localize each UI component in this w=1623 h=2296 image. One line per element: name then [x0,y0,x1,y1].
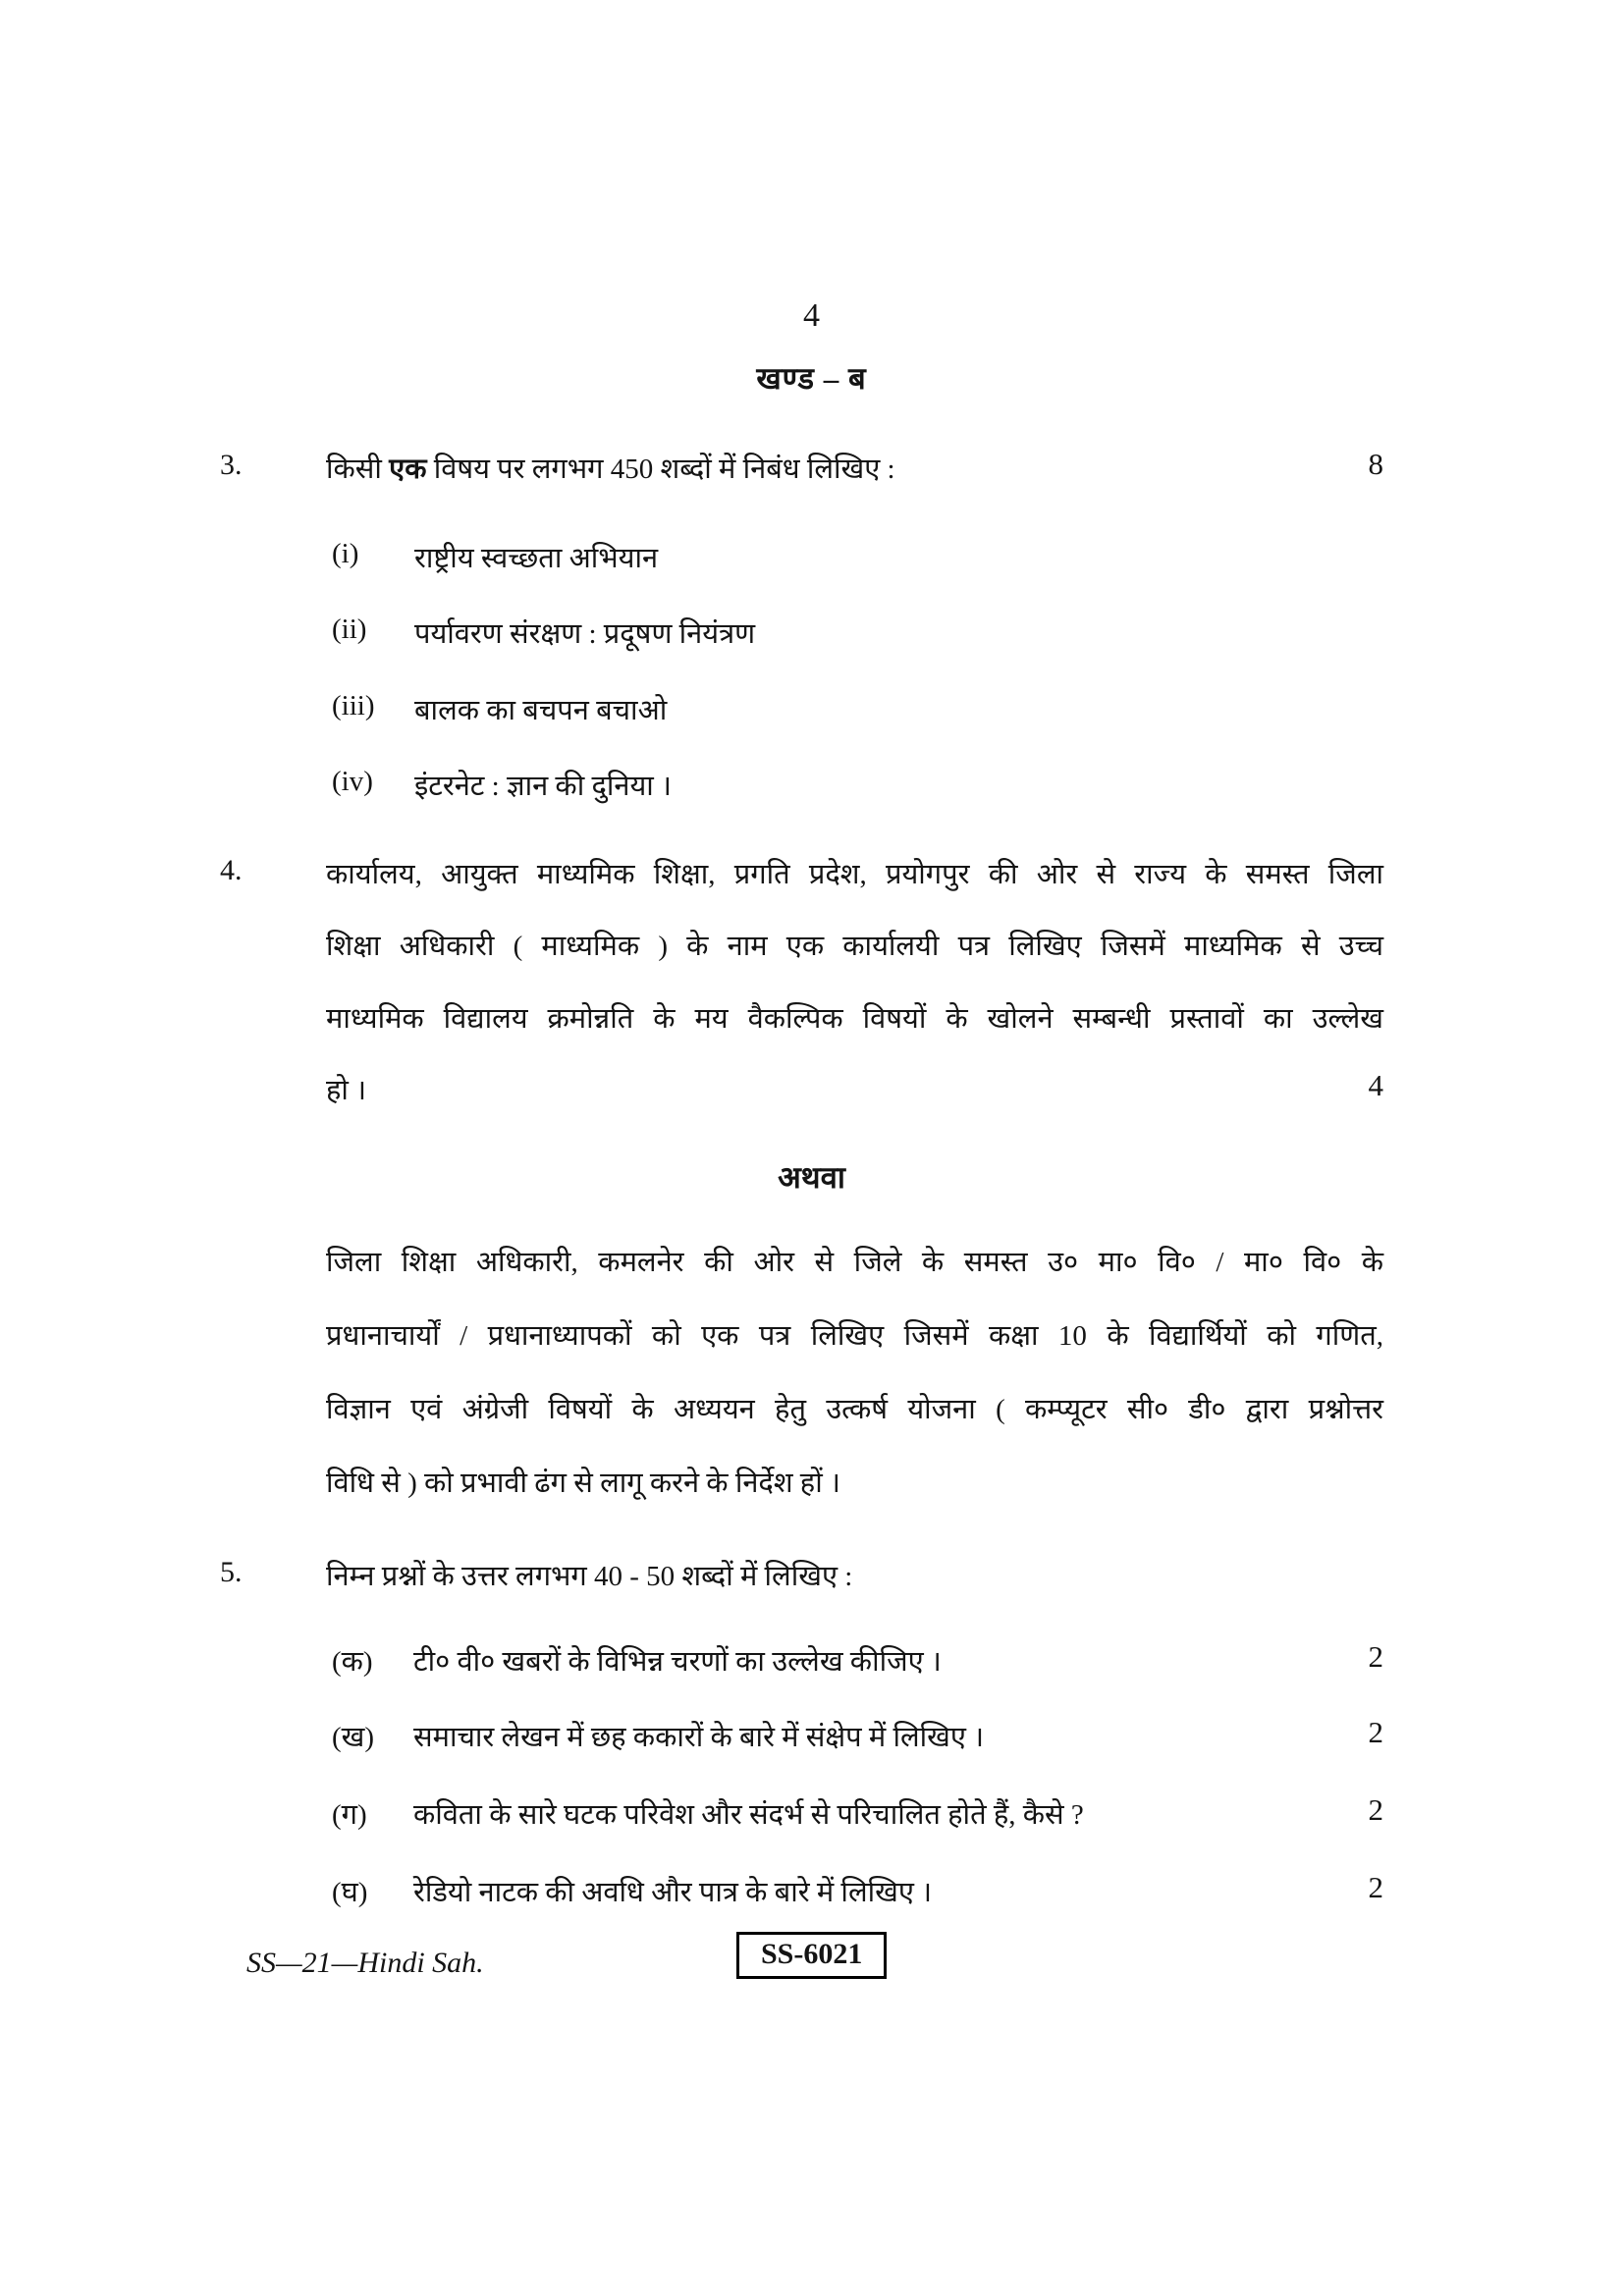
q5-sub-gha-label: (घ) [332,1877,368,1908]
question-4-number: 4. [220,854,243,886]
or-separator: अथवा [778,1160,845,1195]
q4-alt-line-1: जिला शिक्षा अधिकारी, कमलनेर की ओर से जिले के समस्त उ० मा० वि० / मा० वि० के [326,1247,1383,1278]
q3-option-iv-text: इंटरनेट : ज्ञान की दुनिया । [414,771,673,802]
q5-sub-gha-marks: 2 [1368,1870,1383,1904]
footer-paper-code: SS—21—Hindi Sah. [246,1947,484,1979]
q5-sub-kha-label: (ख) [332,1722,375,1753]
q3-option-iv-label: (iv) [332,766,373,797]
q5-sub-ka-text: टी० वी० खबरों के विभिन्न चरणों का उल्लेख कीजिए । [413,1646,942,1678]
question-3-prompt-suffix: विषय पर लगभग 450 शब्दों में निबंध लिखिए : [426,454,895,485]
q3-option-i-label: (i) [332,538,359,569]
q4-alt-line-3: विज्ञान एवं अंग्रेजी विषयों के अध्ययन हेतु उत्कर्ष योजना ( कम्प्यूटर सी० डी० द्वारा प्रश्नोत्तर [326,1394,1383,1425]
footer-paper-number-box [736,1932,887,1979]
question-4-line-2: शिक्षा अधिकारी ( माध्यमिक ) के नाम एक कार्यालयी पत्र लिखिए जिसमें माध्यमिक से उच्च [326,931,1383,962]
question-5-number: 5. [220,1556,243,1588]
question-4-marks: 4 [1368,1068,1383,1102]
q5-sub-kha-text: समाचार लेखन में छह ककारों के बारे में संक्षेप में लिखिए । [413,1722,985,1753]
question-5-prompt: निम्न प्रश्नों के उत्तर लगभग 40 - 50 शब्दों में लिखिए : [326,1561,853,1592]
footer-paper-number: SS-6021 [761,1938,863,1970]
q3-option-i-text: राष्ट्रीय स्वच्छता अभियान [414,543,659,574]
q5-sub-gha-text: रेडियो नाटक की अवधि और पात्र के बारे में लिखिए । [413,1877,933,1908]
q4-alt-line-4: विधि से ) को प्रभावी ढंग से लागू करने के निर्देश हों । [326,1468,840,1499]
q4-alt-line-2: प्रधानाचार्यों / प्रधानाध्यापकों को एक पत्र लिखिए जिसमें कक्षा 10 के विद्यार्थियों को गणित, [326,1320,1383,1352]
q5-sub-ga-text: कविता के सारे घटक परिवेश और संदर्भ से परिचालित होते हैं, कैसे ? [413,1799,1084,1831]
page-number: 4 [803,297,820,334]
question-3-prompt-prefix: किसी [326,454,390,485]
q3-option-iii-label: (iii) [332,690,375,721]
question-4-line-4: हो । [326,1075,367,1106]
q5-sub-kha-marks: 2 [1368,1715,1383,1749]
question-3-prompt [326,449,895,487]
q5-sub-ka-label: (क) [332,1646,373,1678]
question-4-line-3: माध्यमिक विद्यालय क्रमोन्नति के मय वैकल्पिक विषयों के खोलने सम्बन्धी प्रस्तावों का उल्लेख [326,1003,1383,1035]
question-4-line-1: कार्यालय, आयुक्त माध्यमिक शिक्षा, प्रगति प्रदेश, प्रयोगपुर की ओर से राज्य के समस्त जिला [326,859,1383,890]
q3-option-ii-label: (ii) [332,614,367,645]
question-3-prompt-bold: एक [389,454,427,485]
q3-option-ii-text: पर्यावरण संरक्षण : प्रदूषण नियंत्रण [414,618,756,650]
question-3-number: 3. [220,449,243,481]
q5-sub-ga-label: (ग) [332,1799,367,1831]
q3-option-iii-text: बालक का बचपन बचाओ [414,695,668,726]
question-3-marks: 8 [1368,447,1383,481]
section-heading: खण्ड – ब [756,361,867,396]
q5-sub-ga-marks: 2 [1368,1792,1383,1827]
q5-sub-ka-marks: 2 [1368,1639,1383,1674]
